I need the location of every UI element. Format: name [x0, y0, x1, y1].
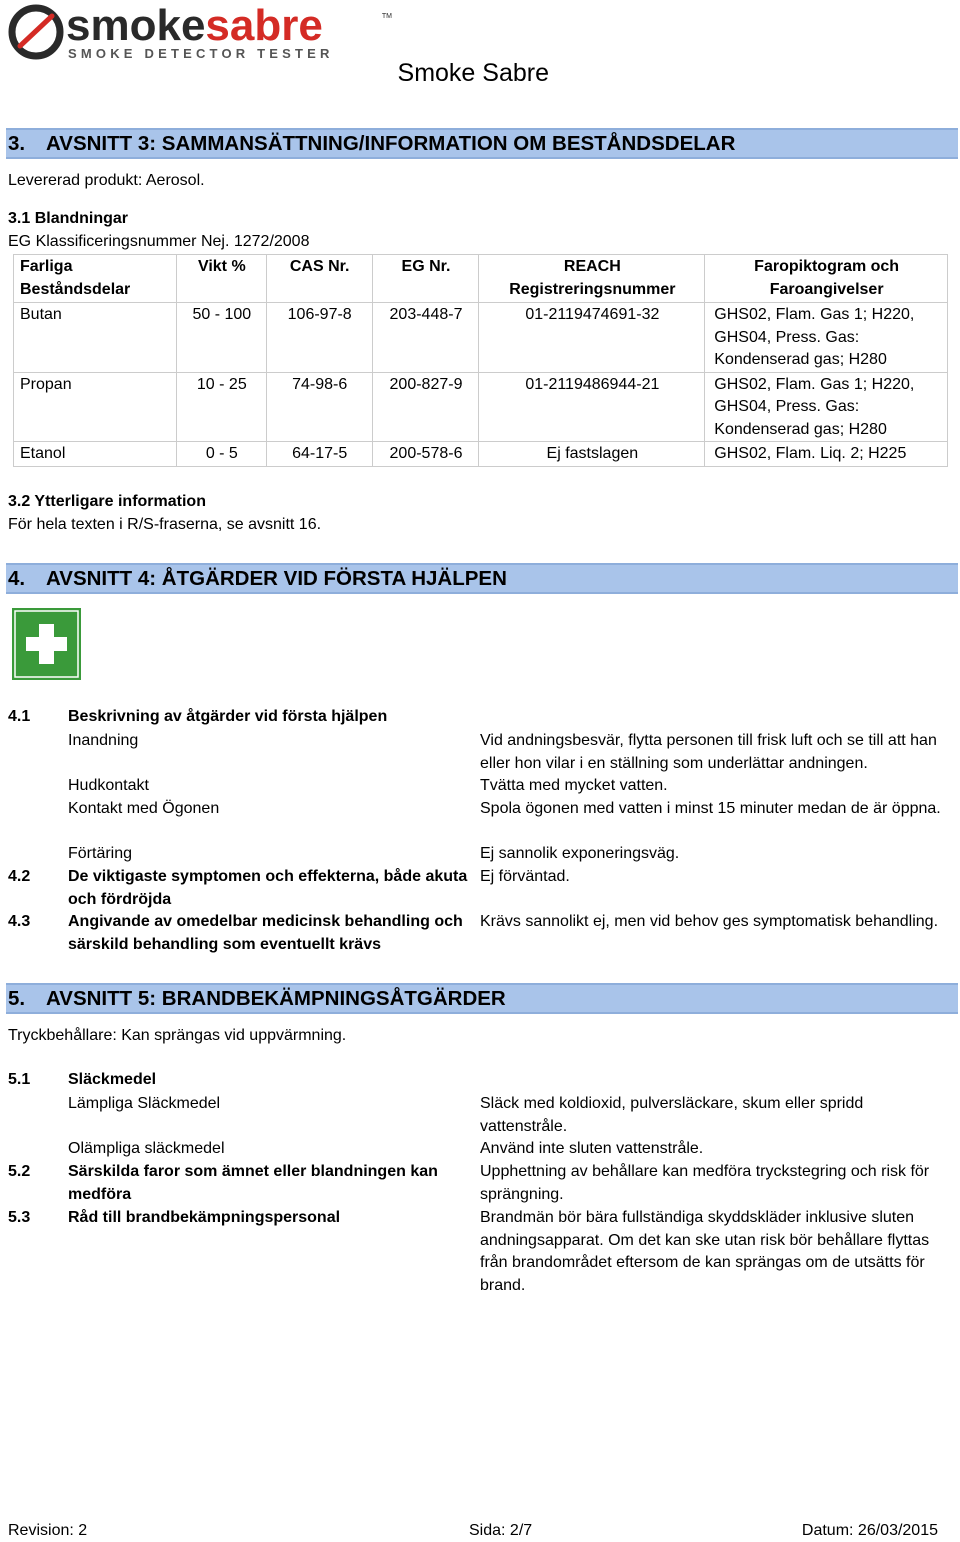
logo-slash	[20, 16, 52, 46]
subsection-5-1-title: Släckmedel	[68, 1071, 157, 1088]
section-5-header	[6, 983, 958, 1014]
col-header-reach: REACH Registreringsnummer	[479, 255, 705, 303]
subsection-5-3-text: Brandmän bör bära fullständiga skyddskläder inklusive sluten andningsapparat. Om det kan ske utan risk bör behållare flyttas från brandområdet eftersom de kan sprängas om de utsätts för brand.	[480, 1209, 930, 1294]
col-header-ingredient: Farliga Beståndsdelar	[14, 255, 177, 303]
subsection-4-3-text: Krävs sannolikt ej, men vid behov ges symptomatisk behandling.	[480, 913, 939, 930]
footer-date: Datum: 26/03/2015	[801, 1522, 938, 1539]
col-header-ec: EG Nr.	[372, 255, 479, 303]
subsection-4-2-title: De viktigaste symptomen och effekterna, både akuta och fördröjda	[68, 868, 468, 908]
subsection-4-1-title: Beskrivning av åtgärder vid första hjälpen	[68, 708, 388, 725]
cell-weight: 50 - 100	[176, 303, 266, 373]
delivered-product: Levererad produkt: Aerosol.	[8, 172, 205, 189]
item-label-skin: Hudkontakt	[68, 777, 149, 794]
section-5-title: AVSNITT 5: BRANDBEKÄMPNINGSÅTGÄRDER	[46, 987, 506, 1010]
section-5-number: 5.	[8, 987, 26, 1010]
first-aid-icon	[12, 608, 81, 680]
cell-hazard: GHS02, Flam. Gas 1; H220, GHS04, Press. Gas: Kondenserad gas; H280	[705, 303, 948, 373]
cell-reach: 01-2119486944-21	[479, 372, 705, 442]
section-4-number: 4.	[8, 567, 26, 590]
cell-ec: 203-448-7	[372, 303, 479, 373]
cell-hazard: GHS02, Flam. Gas 1; H220, GHS04, Press. Gas: Kondenserad gas; H280	[705, 372, 948, 442]
unsuitable-media-text: Använd inte sluten vattenstråle.	[480, 1140, 704, 1157]
first-aid-pictogram	[12, 608, 81, 680]
col-header-cas: CAS Nr.	[266, 255, 372, 303]
section-3-header	[6, 128, 958, 159]
col-header-hazard: Faropiktogram och Faroangivelser	[705, 255, 948, 303]
first-aid-cross-horizontal	[26, 637, 67, 651]
logo-trademark: TM	[381, 13, 392, 20]
suitable-media-text: Släck med koldioxid, pulversläckare, skum eller spridd vattenstråle.	[480, 1095, 864, 1135]
col-header-weight: Vikt %	[176, 255, 266, 303]
subsection-4-3-number: 4.3	[8, 913, 31, 930]
item-text-ingestion: Ej sannolik exponeringsväg.	[480, 845, 680, 862]
item-text-inhalation: Vid andningsbesvär, flytta personen till frisk luft och se till att han eller hon vilar i en ställning som underlättar andningen.	[480, 732, 937, 772]
regulation-text: EG Klassificeringsnummer Nej. 1272/2008	[8, 233, 310, 250]
cell-cas: 64-17-5	[266, 442, 372, 467]
cell-reach: 01-2119474691-32	[479, 303, 705, 373]
composition-table	[13, 254, 948, 467]
table-header-row	[14, 255, 948, 303]
section-5-intro: Tryckbehållare: Kan sprängas vid uppvärmning.	[8, 1027, 347, 1044]
subsection-5-3-number: 5.3	[8, 1209, 31, 1226]
subsection-4-3-title: Angivande av omedelbar medicinsk behandling och särskild behandling som eventuellt krävs	[68, 913, 463, 953]
company-logo	[6, 2, 398, 64]
subsection-4-2-number: 4.2	[8, 868, 31, 885]
section-3-number: 3.	[8, 132, 26, 155]
item-text-eyes: Spola ögonen med vatten i minst 15 minuter medan de är öppna.	[480, 800, 941, 817]
cell-weight: 10 - 25	[176, 372, 266, 442]
item-label-eyes: Kontakt med Ögonen	[68, 800, 220, 817]
smokesabre-logo-graphic	[6, 2, 398, 64]
section-4-header	[6, 563, 958, 594]
cell-cas: 74-98-6	[266, 372, 372, 442]
cell-cas: 106-97-8	[266, 303, 372, 373]
cell-ec: 200-578-6	[372, 442, 479, 467]
subsection-5-2-number: 5.2	[8, 1163, 31, 1180]
company-name: Smoke Sabre	[397, 59, 549, 87]
cell-weight: 0 - 5	[176, 442, 266, 467]
subsection-4-1-number: 4.1	[8, 708, 31, 725]
logo-wordmark-sabre: sabre	[205, 2, 323, 50]
table-row	[14, 372, 948, 442]
cell-name: Etanol	[14, 442, 177, 467]
cell-ec: 200-827-9	[372, 372, 479, 442]
cell-name: Propan	[14, 372, 177, 442]
subsection-5-2-text: Upphettning av behållare kan medföra tryckstegring och risk för sprängning.	[480, 1163, 930, 1203]
footer-page-number: Sida: 2/7	[469, 1522, 533, 1539]
table-row	[14, 303, 948, 373]
cell-name: Butan	[14, 303, 177, 373]
section-3-title: AVSNITT 3: SAMMANSÄTTNING/INFORMATION OM BESTÅNDSDELAR	[46, 132, 736, 155]
subsection-4-2-text: Ej förväntad.	[480, 868, 570, 885]
subsection-5-1-number: 5.1	[8, 1071, 31, 1088]
logo-wordmark	[66, 2, 323, 50]
footer-revision: Revision: 2	[8, 1522, 88, 1539]
subsection-3-1-title: 3.1 Blandningar	[8, 210, 129, 227]
subsection-5-2-title: Särskilda faror som ämnet eller blandningen kan medföra	[68, 1163, 438, 1203]
subsection-3-2-title: 3.2 Ytterligare information	[8, 493, 206, 510]
subsection-3-2-text: För hela texten i R/S-fraserna, se avsnitt 16.	[8, 516, 322, 533]
item-text-skin: Tvätta med mycket vatten.	[480, 777, 668, 794]
subsection-5-3-title: Råd till brandbekämpningspersonal	[68, 1209, 341, 1226]
suitable-media-label: Lämpliga Släckmedel	[68, 1095, 221, 1112]
section-4-title: AVSNITT 4: ÅTGÄRDER VID FÖRSTA HJÄLPEN	[46, 567, 507, 590]
logo-tagline: SMOKE DETECTOR TESTER	[68, 46, 334, 61]
item-label-ingestion: Förtäring	[68, 845, 133, 862]
cell-reach: Ej fastslagen	[479, 442, 705, 467]
table-row	[14, 442, 948, 467]
item-label-inhalation: Inandning	[68, 732, 139, 749]
cell-hazard: GHS02, Flam. Liq. 2; H225	[705, 442, 948, 467]
logo-wordmark-smoke: smoke	[66, 2, 206, 50]
unsuitable-media-label: Olämpliga släckmedel	[68, 1140, 225, 1157]
